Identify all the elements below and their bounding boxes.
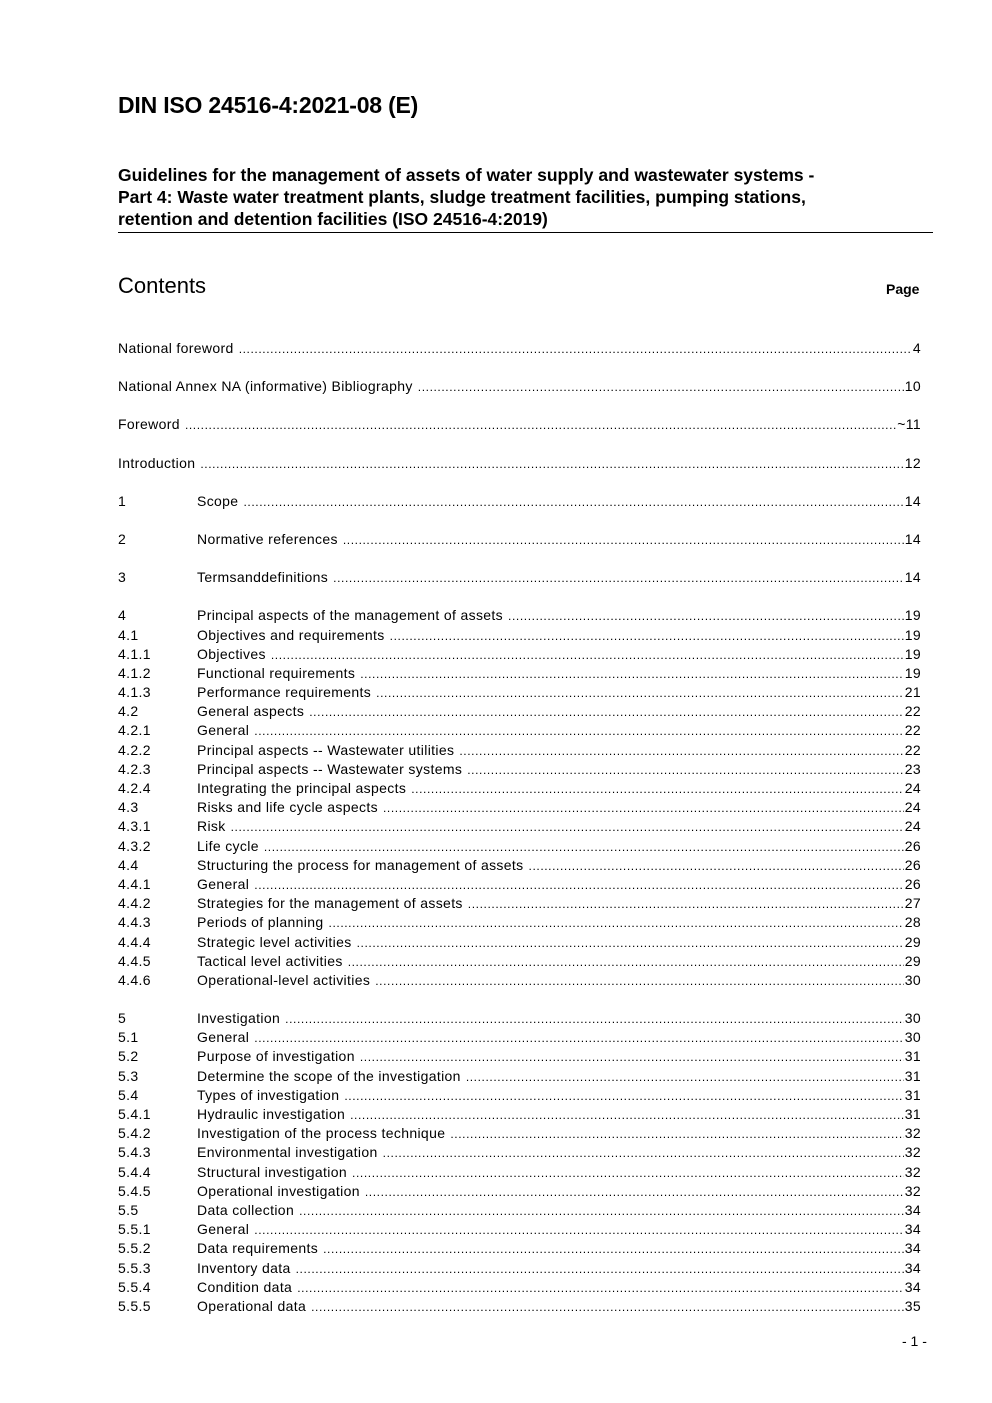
toc-entry-page: 34	[904, 1240, 921, 1257]
toc-entry-page: 29	[904, 952, 921, 969]
toc-entry[interactable]	[118, 817, 921, 836]
toc-entry[interactable]	[118, 1086, 921, 1105]
toc-entry-page: 27	[904, 895, 921, 912]
toc-entry-title: Investigation of the process technique	[197, 1125, 446, 1142]
toc-entry-number: 4.2.2	[118, 741, 151, 758]
toc-entry-page: 4	[912, 340, 921, 356]
dot-leader	[411, 780, 903, 799]
subtitle-line: Guidelines for the management of assets of water supply and wastewater systems -	[118, 165, 815, 185]
toc-entry[interactable]	[118, 952, 921, 971]
toc-entry-title: Normative references	[197, 530, 338, 547]
toc-entry[interactable]	[118, 1124, 921, 1143]
toc-entry[interactable]	[118, 626, 921, 645]
toc-entry-title: Integrating the principal aspects	[197, 780, 407, 796]
dot-leader	[529, 857, 904, 876]
toc-entry[interactable]	[118, 779, 921, 798]
toc-entry-number: 4.4.1	[118, 875, 151, 892]
dot-leader	[309, 703, 904, 722]
toc-entry-title: Operational investigation	[197, 1182, 360, 1199]
toc-entry-number: 4.2	[118, 703, 139, 720]
toc-entry[interactable]	[118, 606, 921, 625]
table-of-contents	[118, 339, 921, 1316]
dot-leader	[360, 1048, 904, 1067]
toc-entry-title: Environmental investigation	[197, 1144, 378, 1161]
toc-entry[interactable]	[118, 798, 921, 817]
toc-entry-page: 22	[904, 741, 921, 758]
toc-entry-title: Hydraulic investigation	[197, 1106, 346, 1122]
dot-leader	[296, 1260, 904, 1279]
dot-leader	[450, 1125, 903, 1144]
dot-leader	[333, 569, 904, 588]
dot-leader	[350, 1106, 904, 1125]
toc-entry-title: Risks and life cycle aspects	[197, 799, 378, 816]
toc-entry-title: Inventory data	[197, 1259, 291, 1276]
toc-entry-title: Operational data	[197, 1297, 307, 1314]
toc-entry[interactable]	[118, 339, 921, 358]
toc-entry-number: 1	[118, 492, 127, 509]
toc-entry-page: 14	[904, 569, 921, 586]
toc-entry-title: Periods of planning	[197, 914, 324, 931]
toc-entry-number: 5.4	[118, 1086, 139, 1103]
toc-entry-title: Data requirements	[197, 1240, 319, 1257]
toc-entry-title: Principal aspects of the management of assets	[197, 607, 504, 624]
dot-leader	[185, 416, 896, 435]
toc-entry[interactable]	[118, 760, 921, 779]
toc-entry-number: 5.4.5	[118, 1182, 151, 1199]
toc-entry-number: 5.4.2	[118, 1125, 151, 1142]
dot-leader	[468, 895, 904, 914]
toc-entry-page: 26	[904, 856, 921, 873]
toc-entry-page: 14	[904, 530, 921, 547]
toc-entry-title: General	[197, 722, 250, 739]
toc-entry[interactable]	[118, 1259, 921, 1278]
toc-entry-title: Introduction	[118, 454, 196, 471]
dot-leader	[508, 607, 904, 626]
toc-entry[interactable]	[118, 645, 921, 664]
toc-entry-title: General	[197, 1029, 250, 1046]
toc-entry[interactable]	[118, 683, 921, 702]
dot-leader	[390, 627, 904, 646]
dot-leader	[467, 761, 904, 780]
dot-leader	[352, 1164, 904, 1183]
dot-leader	[357, 934, 904, 953]
toc-entry-number: 4.2.3	[118, 760, 151, 777]
toc-entry-page: 31	[904, 1067, 921, 1084]
toc-entry-number: 3	[118, 569, 127, 586]
subtitle-line: Part 4: Waste water treatment plants, sludge treatment facilities, pumping stations,	[118, 187, 806, 207]
toc-entry-number: 5.5.5	[118, 1297, 151, 1314]
toc-entry[interactable]	[118, 1163, 921, 1182]
dot-leader	[459, 742, 903, 761]
toc-entry-title: Objectives	[197, 645, 266, 662]
toc-entry-page: 12	[904, 454, 921, 471]
toc-entry-page: 14	[904, 492, 921, 509]
toc-entry[interactable]	[118, 1009, 921, 1028]
toc-entry[interactable]	[118, 415, 921, 434]
dot-leader	[254, 1029, 903, 1048]
dot-leader	[375, 972, 904, 991]
toc-entry-title: Data collection	[197, 1201, 295, 1218]
toc-entry-number: 4.4.2	[118, 895, 151, 912]
toc-entry-page: 19	[904, 664, 921, 681]
toc-entry-title: Performance requirements	[197, 684, 372, 701]
toc-entry-number: 4.1.3	[118, 684, 151, 701]
subtitle-line: retention and detention facilities (ISO 24516-4:2019)	[118, 209, 548, 229]
toc-entry[interactable]	[118, 377, 921, 396]
toc-entry-page: 34	[904, 1221, 921, 1238]
toc-entry-page: 31	[904, 1086, 921, 1103]
dot-leader	[360, 665, 903, 684]
dot-leader	[418, 378, 904, 397]
toc-entry-page: 28	[904, 914, 921, 931]
toc-entry-page: 19	[904, 607, 921, 624]
toc-entry-title: Principal aspects -- Wastewater utilities	[197, 741, 455, 758]
toc-entry-title: Foreword	[118, 416, 180, 433]
toc-entry[interactable]	[118, 1239, 921, 1258]
dot-leader	[344, 1087, 903, 1106]
toc-entry-page: 22	[904, 722, 921, 739]
page-number: - 1 -	[902, 1333, 927, 1349]
toc-entry-title: Risk	[197, 818, 226, 835]
toc-entry[interactable]	[118, 875, 921, 894]
dot-leader	[264, 838, 904, 857]
toc-entry-title: Determine the scope of the investigation	[197, 1067, 461, 1084]
dot-leader	[200, 455, 903, 474]
toc-entry[interactable]	[118, 837, 921, 856]
toc-entry-number: 5.4.4	[118, 1163, 151, 1180]
toc-entry-number: 4.4.3	[118, 914, 151, 931]
toc-entry[interactable]	[118, 454, 921, 473]
toc-entry-title: Scope	[197, 492, 239, 509]
toc-entry-number: 4.3	[118, 799, 139, 816]
toc-entry[interactable]	[118, 1278, 921, 1297]
toc-entry-page: 32	[904, 1163, 921, 1180]
dot-leader	[376, 684, 904, 703]
toc-entry-page: 34	[904, 1278, 921, 1295]
toc-entry-page: 30	[904, 1029, 921, 1046]
toc-entry-number: 4.4	[118, 856, 139, 873]
toc-entry-number: 5.4.3	[118, 1144, 151, 1161]
toc-entry-number: 5.2	[118, 1048, 139, 1065]
toc-entry-page: 26	[904, 837, 921, 854]
dot-leader	[231, 818, 904, 837]
toc-entry-title: National foreword	[118, 340, 234, 356]
toc-entry-number: 5.1	[118, 1029, 139, 1046]
toc-entry-number: 5.5.4	[118, 1278, 151, 1295]
dot-leader	[243, 493, 903, 512]
toc-entry[interactable]	[118, 1220, 921, 1239]
toc-entry[interactable]	[118, 664, 921, 683]
toc-entry[interactable]	[118, 1143, 921, 1162]
dot-leader	[254, 722, 903, 741]
toc-entry[interactable]	[118, 894, 921, 913]
toc-entry-title: National Annex NA (informative) Bibliography	[118, 378, 413, 395]
dot-leader	[254, 1221, 903, 1240]
dot-leader	[323, 1240, 904, 1259]
contents-heading: Contents	[118, 273, 207, 298]
toc-entry-number: 4.4.6	[118, 971, 151, 988]
toc-entry-page: ~11	[897, 416, 921, 433]
toc-entry-page: 19	[904, 645, 921, 662]
toc-entry[interactable]	[118, 856, 921, 875]
toc-entry-title: Structuring the process for management of assets	[197, 856, 524, 873]
dot-leader	[271, 646, 904, 665]
toc-entry[interactable]	[118, 741, 921, 760]
toc-entry-title: Objectives and requirements	[197, 626, 385, 643]
toc-entry-number: 4.4.5	[118, 952, 151, 969]
toc-entry-title: Strategic level activities	[197, 933, 352, 950]
toc-entry-page: 34	[904, 1201, 921, 1218]
toc-entry-title: Structural investigation	[197, 1163, 348, 1180]
toc-entry-page: 24	[904, 780, 921, 796]
toc-entry-number: 4.4.4	[118, 933, 151, 950]
toc-entry-title: Functional requirements	[197, 664, 356, 681]
toc-entry-page: 26	[904, 875, 921, 892]
toc-entry-page: 35	[904, 1297, 921, 1314]
toc-entry-title: General	[197, 875, 250, 892]
toc-entry-number: 2	[118, 530, 127, 547]
toc-entry[interactable]	[118, 530, 921, 549]
toc-entry-number: 4.3.2	[118, 837, 151, 854]
toc-entry[interactable]	[118, 1067, 921, 1086]
toc-entry-title: Strategies for the management of assets	[197, 895, 463, 912]
toc-entry-title: Purpose of investigation	[197, 1048, 355, 1065]
toc-entry-number: 5.4.1	[118, 1106, 151, 1122]
toc-entry-title: Types of investigation	[197, 1086, 340, 1103]
toc-entry-page: 24	[904, 818, 921, 835]
toc-entry-number: 4.1	[118, 626, 139, 643]
toc-entry-title: Termsanddefinitions	[197, 569, 329, 586]
dot-leader	[254, 876, 903, 895]
toc-entry-page: 23	[904, 760, 921, 777]
toc-entry[interactable]	[118, 1182, 921, 1201]
dot-leader	[365, 1183, 904, 1202]
toc-entry[interactable]	[118, 1297, 921, 1316]
toc-entry-page: 30	[904, 971, 921, 988]
toc-entry[interactable]	[118, 1047, 921, 1066]
toc-entry-title: Condition data	[197, 1278, 293, 1295]
toc-entry-number: 5.3	[118, 1067, 139, 1084]
toc-entry[interactable]	[118, 971, 921, 990]
toc-entry-page: 32	[904, 1125, 921, 1142]
toc-entry-number: 5.5	[118, 1201, 139, 1218]
dot-leader	[311, 1298, 904, 1317]
dot-leader	[383, 799, 904, 818]
toc-entry-number: 4.2.4	[118, 780, 151, 796]
dot-leader	[329, 914, 904, 933]
toc-entry-page: 29	[904, 933, 921, 950]
toc-entry-title: Operational-level activities	[197, 971, 371, 988]
toc-entry-title: Tactical level activities	[197, 952, 343, 969]
document-subtitle	[118, 164, 933, 233]
dot-leader	[239, 340, 912, 359]
toc-entry-number: 4	[118, 607, 127, 624]
toc-entry-title: General aspects	[197, 703, 305, 720]
toc-entry-page: 22	[904, 703, 921, 720]
dot-leader	[466, 1068, 904, 1087]
toc-entry-page: 32	[904, 1182, 921, 1199]
toc-entry[interactable]	[118, 1028, 921, 1047]
toc-entry-page: 31	[904, 1106, 921, 1122]
toc-entry-page: 24	[904, 799, 921, 816]
toc-entry[interactable]	[118, 702, 921, 721]
toc-entry-page: 34	[904, 1259, 921, 1276]
toc-entry-page: 31	[904, 1048, 921, 1065]
toc-entry-number: 4.2.1	[118, 722, 151, 739]
toc-entry[interactable]	[118, 1105, 921, 1124]
toc-entry-title: Life cycle	[197, 837, 259, 854]
toc-entry-title: Principal aspects -- Wastewater systems	[197, 760, 463, 777]
toc-entry-page: 19	[904, 626, 921, 643]
page-column-label: Page	[886, 281, 920, 297]
dot-leader	[285, 1010, 904, 1029]
toc-entry-number: 4.1.2	[118, 664, 151, 681]
toc-entry-title: Investigation	[197, 1010, 281, 1027]
dot-leader	[348, 953, 904, 972]
toc-entry[interactable]	[118, 1201, 921, 1220]
toc-entry-number: 4.3.1	[118, 818, 151, 835]
document-title: DIN ISO 24516-4:2021-08 (E)	[118, 92, 419, 118]
toc-entry-page: 21	[904, 684, 921, 701]
toc-entry-page: 10	[904, 378, 921, 395]
dot-leader	[383, 1144, 904, 1163]
dot-leader	[299, 1202, 904, 1221]
toc-entry[interactable]	[118, 721, 921, 740]
toc-entry-number: 5.5.2	[118, 1240, 151, 1257]
toc-entry-number: 4.1.1	[118, 645, 151, 662]
toc-entry-number: 5.5.3	[118, 1259, 151, 1276]
dot-leader	[297, 1279, 904, 1298]
toc-entry[interactable]	[118, 492, 921, 511]
toc-entry[interactable]	[118, 568, 921, 587]
toc-entry-page: 30	[904, 1010, 921, 1027]
toc-entry-title: General	[197, 1221, 250, 1238]
toc-entry[interactable]	[118, 933, 921, 952]
toc-entry[interactable]	[118, 913, 921, 932]
toc-entry-number: 5.5.1	[118, 1221, 151, 1238]
toc-entry-number: 5	[118, 1010, 127, 1027]
toc-entry-page: 32	[904, 1144, 921, 1161]
dot-leader	[343, 531, 904, 550]
